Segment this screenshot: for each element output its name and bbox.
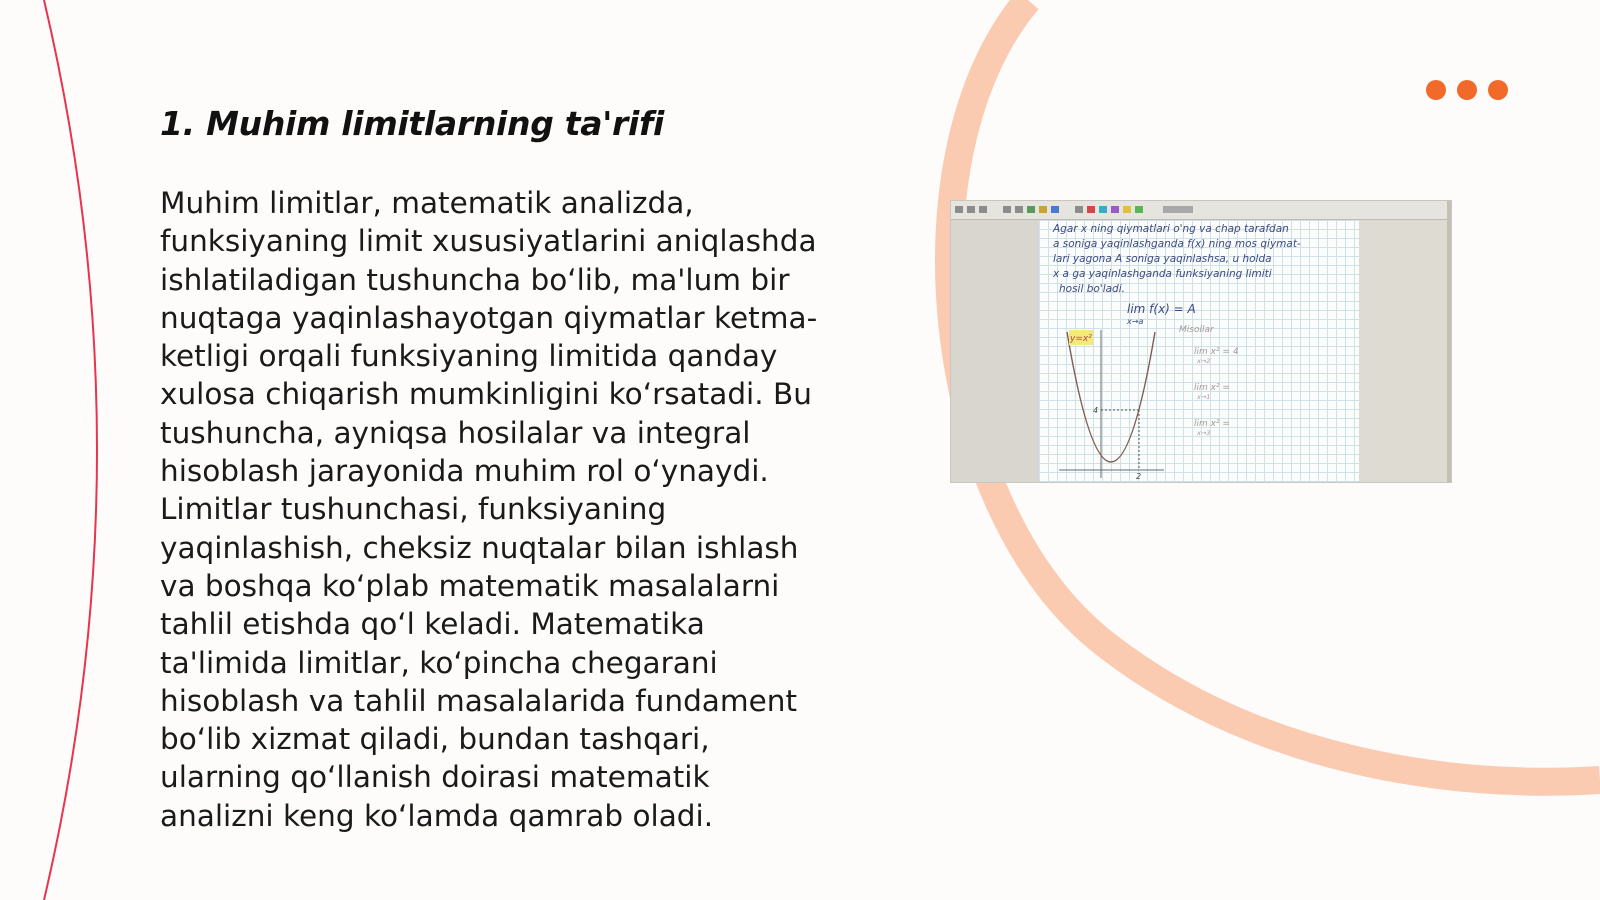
more-options-dots: [1426, 80, 1508, 100]
note-line: lari yagona A soniga yaqinlashsa, u holda: [1053, 253, 1272, 265]
note-line: a soniga yaqinlashganda f(x) ning mos qiymat-: [1053, 238, 1301, 250]
graph-paper: [1039, 220, 1359, 482]
limit-formula-sub: x→a: [1127, 317, 1144, 326]
dot-icon: [1426, 80, 1446, 100]
screenshot-scrollbar: [1447, 201, 1451, 482]
slide-title: 1. Muhim limitlarning ta'rifi: [160, 104, 665, 143]
example-formula: lim x² =: [1194, 419, 1230, 429]
note-line: x a ga yaqinlashganda funksiyaning limiti: [1053, 268, 1272, 280]
example-formula: lim x² = 4: [1194, 347, 1239, 357]
parabola-curve: [1067, 332, 1155, 462]
dot-icon: [1457, 80, 1477, 100]
note-line: hosil bo'ladi.: [1059, 283, 1125, 295]
slide-paragraph: Muhim limitlar, matematik analizda, funksiyaning limit xususiyatlarini aniqlashda ishlatiladigan tushuncha bo‘lib, ma'lum bir nuqtaga yaqinlashayotgan qiymatlar ketma-ketligi orqali funksiyaning limitida qanday xulosa chiqarish mumkinligini ko‘rsatadi. Bu tushuncha, ayniqsa hosilalar va integral hisoblash jarayonida muhim rol o‘ynaydi. Limitlar tushunchasi, funksiyaning yaqinlashish, cheksiz nuqtalar bilan ishlash va boshqa ko‘plab matematik masalalarni tahlil etishda qo‘l keladi. Matematika ta'limida limitlar, ko‘pincha chegarani hisoblash va tahlil masalalarida fundament bo‘lib xizmat qiladi, bundan tashqari, ularning qo‘llanish doirasi matematik analizni keng ko‘lamda qamrab oladi.: [160, 186, 818, 833]
limit-notes-screenshot: [950, 200, 1452, 483]
dot-icon: [1488, 80, 1508, 100]
side-heading: Misollar: [1179, 325, 1214, 335]
example-formula: lim x² =: [1194, 383, 1230, 393]
graph-label: y=x²: [1070, 334, 1092, 344]
axis-label: 2: [1136, 472, 1142, 481]
example-sub: x→3: [1197, 429, 1211, 437]
example-sub: x→1: [1197, 393, 1211, 401]
limit-formula: lim f(x) = A: [1127, 302, 1196, 316]
screenshot-toolbar: [951, 201, 1451, 220]
example-sub: x→2: [1197, 357, 1211, 365]
left-curve-line: [44, 0, 97, 900]
note-line: Agar x ning qiymatlari o'ng va chap tarafdan: [1053, 223, 1289, 235]
screenshot-side-panel: [1359, 220, 1451, 482]
axis-label: 4: [1093, 406, 1099, 415]
